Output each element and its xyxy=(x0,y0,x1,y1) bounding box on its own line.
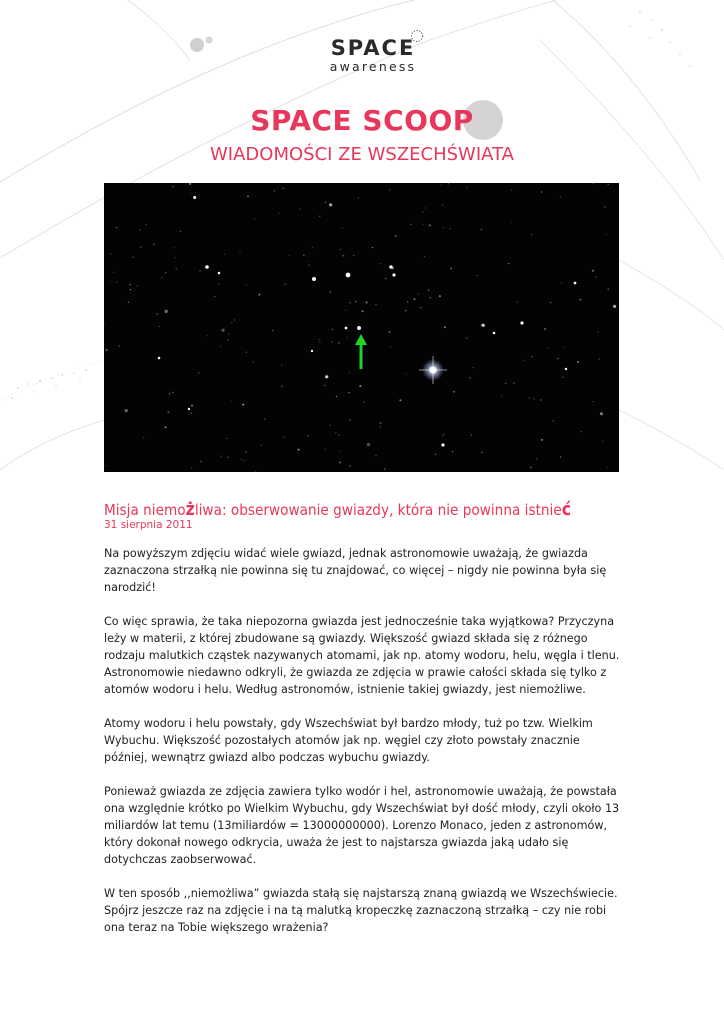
star xyxy=(511,190,512,191)
star xyxy=(443,227,444,228)
star xyxy=(325,449,326,450)
star xyxy=(284,437,285,438)
star xyxy=(247,195,249,197)
star xyxy=(279,213,280,214)
star xyxy=(318,339,319,340)
star xyxy=(246,352,247,353)
star xyxy=(592,270,594,272)
star xyxy=(159,326,160,327)
article-date: 31 sierpnia 2011 xyxy=(104,519,193,531)
star xyxy=(289,255,290,256)
star xyxy=(429,224,431,226)
star xyxy=(156,313,158,315)
star xyxy=(281,386,282,387)
star xyxy=(517,302,518,303)
star xyxy=(350,302,351,303)
star xyxy=(173,247,174,248)
star xyxy=(440,185,441,186)
star xyxy=(380,263,381,264)
star xyxy=(481,229,482,230)
star xyxy=(429,297,431,299)
star xyxy=(261,445,262,446)
star xyxy=(534,398,535,399)
star xyxy=(319,341,320,342)
star xyxy=(308,261,309,262)
star xyxy=(283,188,284,189)
star xyxy=(125,409,128,412)
star xyxy=(227,340,228,341)
star xyxy=(198,372,199,373)
star xyxy=(180,231,181,232)
star xyxy=(395,235,397,237)
star xyxy=(599,359,600,360)
star xyxy=(442,205,443,206)
star xyxy=(329,203,332,206)
star xyxy=(390,346,391,347)
star xyxy=(113,272,114,273)
star xyxy=(595,276,596,277)
article-title xyxy=(104,499,572,520)
star xyxy=(325,202,326,203)
star xyxy=(399,399,401,401)
star xyxy=(325,375,328,378)
star xyxy=(169,393,171,395)
star xyxy=(442,435,443,436)
star xyxy=(332,329,333,330)
star xyxy=(405,310,406,311)
star xyxy=(119,345,120,346)
star xyxy=(303,255,304,256)
star xyxy=(362,310,364,312)
star xyxy=(358,197,359,198)
logo-orbit-icon xyxy=(409,28,425,44)
star xyxy=(493,332,496,335)
star xyxy=(158,357,161,360)
star xyxy=(228,333,229,334)
star xyxy=(541,439,543,441)
star xyxy=(608,184,609,185)
paragraph: Co więc sprawia, że taka niepozorna gwiazda jest jednocześnie taka wyjątkowa? Przyczyna leży w materii, z której zbudowane są gwiazdy. Większość gwiazd składa się z różnego rodzaju malutkich cząstek nazywanych atomami, jak np. atomy wodoru, helu, węgla i tlenu. Astronomowie niedawno odkryli, że gwiazda ze zdjęcia w prawie całości składa się tylko z atomów wodoru i helu. Według astronomów, istnienie takiej gwiazdy, jest niemożliwe. xyxy=(104,615,620,696)
star xyxy=(508,263,509,264)
star xyxy=(346,273,351,278)
star xyxy=(254,218,255,219)
star xyxy=(308,435,309,436)
star xyxy=(281,365,282,366)
star xyxy=(477,275,478,276)
star xyxy=(136,285,137,286)
star xyxy=(146,224,147,225)
logo-wordmark-top: SPACE xyxy=(330,36,416,60)
arrow-marker-icon xyxy=(355,334,367,369)
star xyxy=(450,228,451,229)
star xyxy=(389,189,390,190)
star xyxy=(471,434,472,435)
paragraph: Atomy wodoru i helu powstały, gdy Wszechświat był bardzo młody, tuż po tzw. Wielkim Wybuchu. Większość pozostałych atomów jak np. węgiel czy złoto powstały znacznie później, wewnątrz gwiazd albo podczas wybuchu gwiazdy. xyxy=(104,717,593,764)
star xyxy=(448,183,449,184)
star xyxy=(550,302,551,303)
star xyxy=(205,265,209,269)
star xyxy=(220,346,221,347)
star xyxy=(536,458,537,459)
star xyxy=(420,307,421,308)
article-body xyxy=(104,545,624,953)
star xyxy=(349,465,351,467)
star xyxy=(598,331,599,332)
star xyxy=(272,330,273,331)
star xyxy=(128,302,129,303)
star xyxy=(407,301,408,302)
star xyxy=(574,282,577,285)
star xyxy=(357,326,361,330)
star xyxy=(414,298,416,300)
star xyxy=(106,349,108,351)
star xyxy=(367,443,370,446)
article-title-letter-1: ż xyxy=(185,499,195,520)
star xyxy=(176,268,177,269)
star xyxy=(190,193,191,194)
page-title: SPACE SCOOP xyxy=(250,104,474,137)
star xyxy=(245,451,246,452)
star xyxy=(593,401,594,402)
star xyxy=(329,425,330,426)
star xyxy=(285,284,286,285)
star xyxy=(520,321,523,324)
star xyxy=(350,419,351,420)
star xyxy=(274,190,275,191)
star xyxy=(255,471,256,472)
star xyxy=(207,335,208,336)
space-awareness-logo xyxy=(318,36,428,74)
star xyxy=(410,224,411,225)
star xyxy=(222,329,225,332)
star xyxy=(143,437,144,438)
star xyxy=(165,310,168,313)
star xyxy=(565,368,567,370)
star xyxy=(218,284,219,285)
star xyxy=(560,456,561,457)
star xyxy=(191,405,193,407)
star xyxy=(174,257,175,258)
star xyxy=(299,209,300,210)
star xyxy=(577,361,579,363)
star xyxy=(338,435,339,436)
star xyxy=(562,377,563,378)
star xyxy=(435,454,436,455)
star xyxy=(199,270,200,271)
star xyxy=(531,234,532,235)
star xyxy=(548,347,549,348)
star xyxy=(191,467,192,468)
star xyxy=(564,347,565,348)
star xyxy=(189,183,191,185)
star xyxy=(133,257,134,258)
star xyxy=(319,216,320,217)
star xyxy=(385,278,386,279)
star xyxy=(234,319,235,320)
star xyxy=(482,324,485,327)
star xyxy=(324,385,326,387)
star xyxy=(239,251,240,252)
star xyxy=(425,207,426,208)
star xyxy=(529,397,530,398)
star xyxy=(605,234,606,235)
star xyxy=(441,443,444,446)
star xyxy=(359,385,361,387)
star xyxy=(188,408,190,410)
star xyxy=(110,253,111,254)
star xyxy=(231,322,232,323)
star xyxy=(308,264,309,265)
star xyxy=(167,411,169,413)
star xyxy=(172,186,173,187)
star xyxy=(450,268,452,270)
star xyxy=(140,229,141,230)
star xyxy=(221,456,222,457)
star xyxy=(253,361,254,362)
paragraph: W ten sposób ,,niemożliwa” gwiazda stałą się najstarszą znaną gwiazdą we Wszechświecie. Spójrz jeszcze raz na zdjęcie i na tą malutką kropeczkę zaznaczoną strzałką – czy nie robi ona teraz na Tobie większego wrażenia? xyxy=(104,887,618,934)
star xyxy=(104,323,105,324)
paragraph: Ponieważ gwiazda ze zdjęcia zawiera tylko wodór i hel, astronomowie uważają, że powstała ona względnie krótko po Wielkim Wybuchu, gdy Wszechświat był dość młody, czyli około 13 miliardów lat temu (13miliardów = 13000000000). Lorenzo Monaco, jeden z astronomów, który dokonał nowego odkrycia, uważa że jest to najstarsza gwiazda jaką udało się dotychczas zaobserwować. xyxy=(104,785,620,866)
star xyxy=(335,432,336,433)
star xyxy=(579,299,581,301)
star xyxy=(392,273,395,276)
star xyxy=(161,277,162,278)
decor-circle-tiny xyxy=(206,37,213,44)
star xyxy=(473,367,474,368)
star xyxy=(342,228,343,229)
star xyxy=(375,304,376,305)
starfield-image xyxy=(104,183,619,472)
paragraph: Na powyższym zdjęciu widać wiele gwiazd, jednak astronomowie uważają, że gwiazda zaznaczona strzałką nie powinna się tu znajdować, co więcej – nigdy nie powinna była się narodzić! xyxy=(104,547,607,594)
star xyxy=(338,342,340,344)
star xyxy=(469,377,470,378)
star xyxy=(191,412,192,413)
star xyxy=(428,290,429,291)
starfield-photo xyxy=(104,183,619,472)
star xyxy=(501,395,502,396)
star xyxy=(224,254,225,255)
star xyxy=(372,247,373,248)
star xyxy=(364,402,365,403)
star xyxy=(339,462,341,464)
star xyxy=(384,469,385,470)
star xyxy=(340,249,341,250)
star xyxy=(342,255,344,257)
star xyxy=(389,265,393,269)
star xyxy=(348,392,349,393)
star xyxy=(380,422,382,424)
star xyxy=(375,455,376,456)
star xyxy=(345,310,346,311)
star xyxy=(226,438,227,439)
star xyxy=(355,301,356,302)
star xyxy=(349,372,350,373)
star xyxy=(231,401,232,402)
star xyxy=(424,256,425,257)
star xyxy=(453,391,455,393)
star xyxy=(218,272,221,275)
star xyxy=(418,293,419,294)
star xyxy=(140,247,141,248)
star xyxy=(405,373,406,374)
star xyxy=(116,282,117,283)
star xyxy=(345,327,348,330)
star xyxy=(353,255,354,256)
star xyxy=(153,243,155,245)
star xyxy=(561,282,562,283)
star xyxy=(511,222,512,223)
star xyxy=(298,449,300,451)
star xyxy=(311,350,313,352)
star xyxy=(544,328,546,330)
star xyxy=(531,356,532,357)
star xyxy=(165,272,166,273)
page-subtitle: WIADOMOŚCI ZE WSZECHŚWIATA xyxy=(210,144,514,165)
star xyxy=(530,467,532,469)
star xyxy=(130,284,131,285)
star xyxy=(109,281,110,282)
article-title-part-2: liwa: obserwowanie gwiazdy, która nie powinna istnie xyxy=(194,501,562,519)
star xyxy=(200,461,201,462)
star xyxy=(560,196,561,197)
star xyxy=(242,404,244,406)
star xyxy=(258,294,260,296)
star xyxy=(422,224,423,225)
star xyxy=(593,183,594,184)
star xyxy=(444,326,446,328)
star xyxy=(172,392,173,393)
star xyxy=(165,426,167,428)
star xyxy=(613,305,616,308)
star xyxy=(243,460,244,461)
star xyxy=(600,412,603,415)
star xyxy=(332,341,333,342)
star xyxy=(116,227,117,228)
star xyxy=(241,459,242,460)
star xyxy=(246,284,247,285)
star xyxy=(439,295,441,297)
star xyxy=(380,426,381,427)
decor-circle-small xyxy=(190,38,204,52)
star xyxy=(505,383,506,384)
star xyxy=(608,289,609,290)
star xyxy=(481,452,482,453)
star xyxy=(523,360,524,361)
star xyxy=(130,289,131,290)
star xyxy=(540,399,541,400)
star xyxy=(105,465,106,466)
star xyxy=(388,331,390,333)
star xyxy=(227,457,228,458)
star xyxy=(366,302,368,304)
star xyxy=(541,191,542,192)
star xyxy=(340,451,341,452)
bright-star xyxy=(419,356,447,384)
logo-wordmark-bottom: awareness xyxy=(329,59,417,74)
star xyxy=(553,420,554,421)
star xyxy=(604,206,606,208)
star xyxy=(193,196,196,199)
star xyxy=(312,247,313,248)
star xyxy=(346,337,347,338)
star xyxy=(312,277,316,281)
article-title-part-1: Misja niemo xyxy=(104,501,186,519)
star xyxy=(214,296,215,297)
star xyxy=(513,383,514,384)
star xyxy=(602,441,603,442)
star xyxy=(557,358,558,359)
article-title-letter-2: ć xyxy=(561,499,572,520)
star xyxy=(336,396,337,397)
star xyxy=(452,451,453,452)
star xyxy=(264,419,265,420)
star xyxy=(607,467,608,468)
star xyxy=(466,337,467,338)
star xyxy=(444,434,445,435)
star xyxy=(330,291,331,292)
star xyxy=(581,431,582,432)
star xyxy=(466,187,467,188)
star xyxy=(423,211,424,212)
